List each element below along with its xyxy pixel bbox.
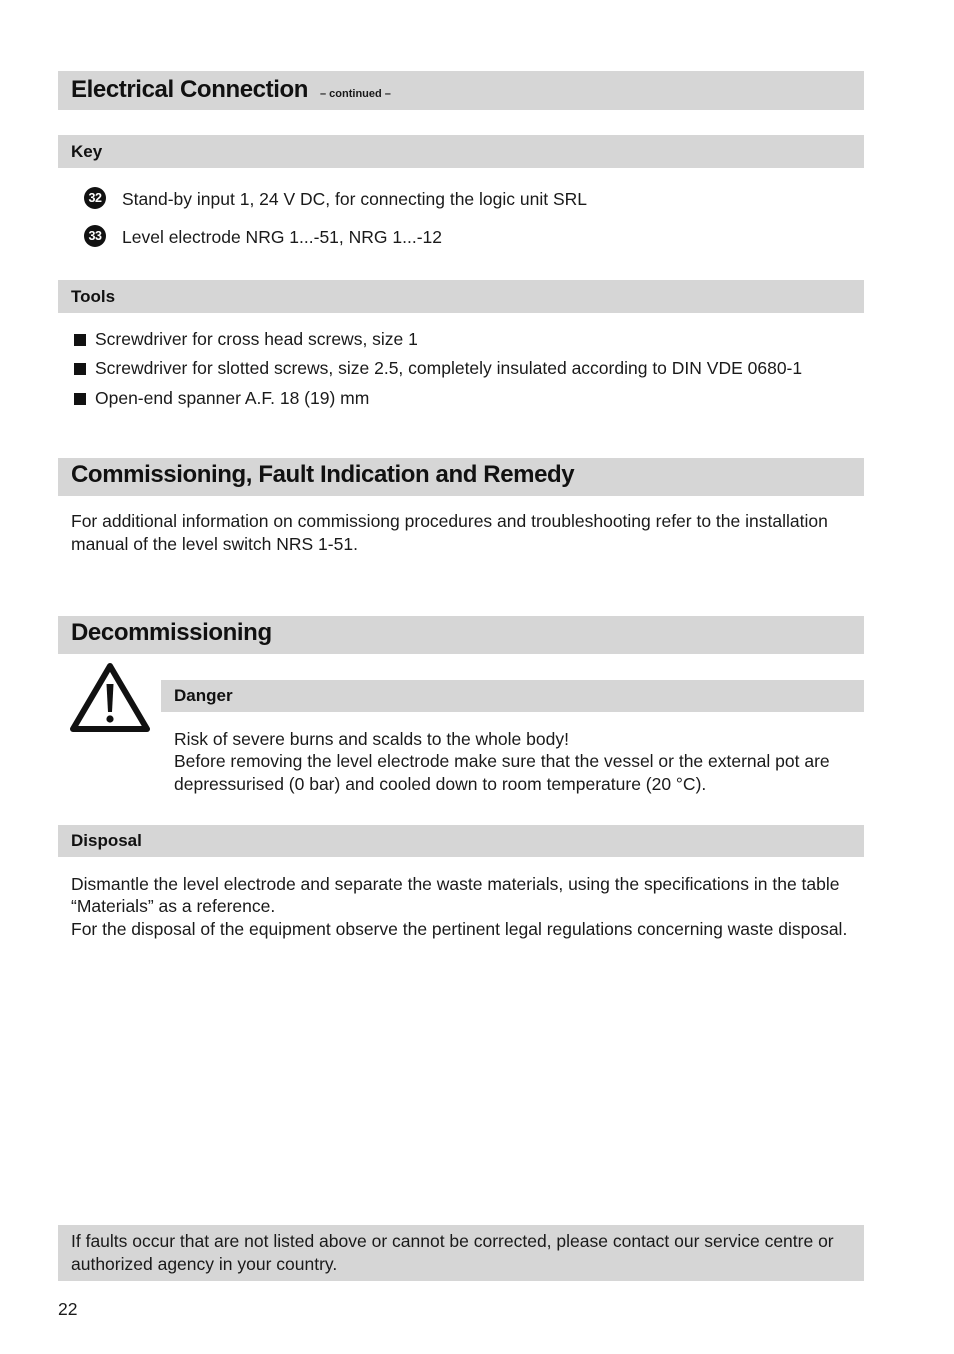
tool-item: Screwdriver for cross head screws, size 1 <box>95 329 418 349</box>
disposal-body-line: “Materials” as a reference. <box>71 896 276 916</box>
commissioning-body-line: For additional information on commissiong procedures and troubleshooting refer to the installation <box>71 511 828 531</box>
danger-heading: Danger <box>174 686 233 705</box>
danger-header <box>161 680 864 712</box>
decommissioning-title: Decommissioning <box>71 619 272 646</box>
danger-body-line: Risk of severe burns and scalds to the whole body! <box>174 729 569 749</box>
continued-label: – continued – <box>320 88 391 100</box>
bullet-square-icon <box>74 334 86 346</box>
electrical-connection-title: Electrical Connection <box>71 76 308 103</box>
commissioning-body-line: manual of the level switch NRS 1-51. <box>71 534 358 554</box>
disposal-body-line: Dismantle the level electrode and separate the waste materials, using the specifications in the table <box>71 874 840 894</box>
commissioning-header <box>58 458 864 496</box>
disposal-header <box>58 825 864 857</box>
tools-header <box>58 280 864 313</box>
commissioning-title: Commissioning, Fault Indication and Remedy <box>71 461 575 488</box>
key-item-text: Stand-by input 1, 24 V DC, for connecting the logic unit SRL <box>122 189 587 209</box>
key-heading: Key <box>71 142 103 161</box>
key-item-text: Level electrode NRG 1...-51, NRG 1...-12 <box>122 227 442 247</box>
decommissioning-header <box>58 616 864 654</box>
electrical-connection-header <box>58 71 864 110</box>
danger-body-line: depressurised (0 bar) and cooled down to room temperature (20 °C). <box>174 774 707 794</box>
key-number-badge: 33 <box>84 225 106 247</box>
page-number: 22 <box>58 1299 78 1319</box>
danger-body-line: Before removing the level electrode make sure that the vessel or the external pot are <box>174 751 830 771</box>
warning-triangle-icon <box>68 660 152 734</box>
service-note-line: If faults occur that are not listed above or cannot be corrected, please contact our service centre or <box>71 1231 834 1251</box>
tool-item: Screwdriver for slotted screws, size 2.5, completely insulated according to DIN VDE 0680-1 <box>95 358 803 378</box>
tool-item: Open-end spanner A.F. 18 (19) mm <box>95 388 370 408</box>
service-note-line: authorized agency in your country. <box>71 1253 338 1274</box>
service-note-box <box>58 1225 864 1281</box>
bullet-square-icon <box>74 363 86 375</box>
disposal-heading: Disposal <box>71 831 142 850</box>
bullet-square-icon <box>74 393 86 405</box>
key-number-badge: 32 <box>84 187 106 209</box>
tools-heading: Tools <box>71 287 116 306</box>
disposal-body-line: For the disposal of the equipment observe the pertinent legal regulations concerning waste disposal. <box>71 919 848 939</box>
key-header <box>58 135 864 168</box>
